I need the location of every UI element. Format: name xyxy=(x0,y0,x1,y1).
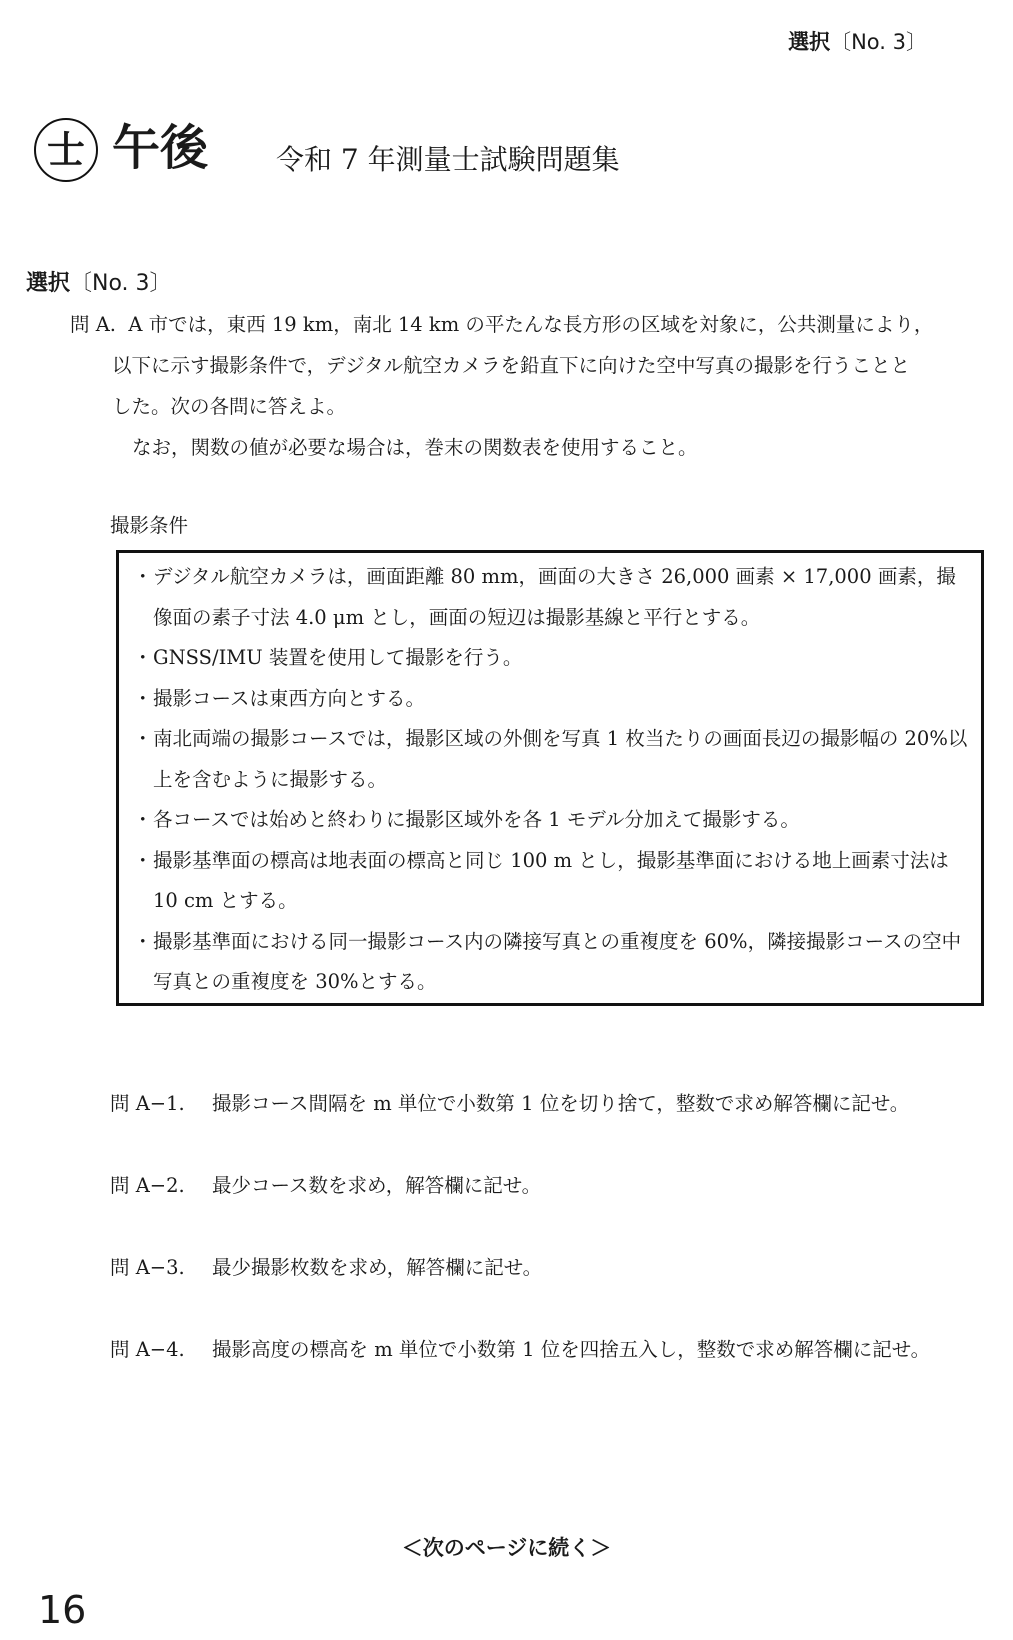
sub-question-text: 撮影高度の標高を m 単位で小数第 1 位を四捨五入し，整数で求め解答欄に記せ。 xyxy=(212,1338,931,1361)
conditions-box xyxy=(116,550,984,1006)
sub-question-text: 最少コース数を求め，解答欄に記せ。 xyxy=(212,1174,542,1197)
condition-item: ・南北両端の撮影コースでは，撮影区域の外側を写真 1 枚当たりの画面長辺の撮影幅の 20%以上を含むように撮影する。 xyxy=(133,727,968,791)
condition-item: ・GNSS/IMU 装置を使用して撮影を行う。 xyxy=(133,646,523,669)
question-note: なお，関数の値が必要な場合は，巻末の関数表を使用すること。 xyxy=(132,436,698,459)
sub-question-a1 xyxy=(110,1088,909,1116)
exam-level-badge: 士 xyxy=(34,118,98,182)
conditions-list xyxy=(133,557,971,1003)
section-tag xyxy=(26,266,172,297)
section-tag-number: 〔No. 3〕 xyxy=(70,271,172,296)
conditions-title: 撮影条件 xyxy=(110,514,189,537)
condition-item: ・撮影基準面における同一撮影コース内の隣接写真との重複度を 60%，隣接撮影コースの空中写真との重複度を 30%とする。 xyxy=(133,929,962,993)
sub-question-text: 最少撮影枚数を求め，解答欄に記せ。 xyxy=(212,1256,543,1279)
question-line-3: した。次の各問に答えよ。 xyxy=(112,395,347,418)
header-tag-number: 〔No. 3〕 xyxy=(830,30,927,54)
condition-item: ・各コースでは始めと終わりに撮影区域外を各 1 モデル分加えて撮影する。 xyxy=(133,808,800,831)
sub-question-number: 問 A−4. xyxy=(110,1338,185,1361)
condition-item: ・撮影コースは東西方向とする。 xyxy=(133,686,426,710)
sub-question-number: 問 A−3. xyxy=(110,1256,185,1279)
question-line-2: 以下に示す撮影条件で，デジタル航空カメラを鉛直下に向けた空中写真の撮影を行うことと xyxy=(112,354,910,377)
sub-question-a3 xyxy=(110,1252,542,1280)
header-tag-bold: 選択 xyxy=(788,30,831,54)
header-section-tag xyxy=(788,26,927,56)
sub-question-number: 問 A−1. xyxy=(110,1092,185,1115)
question-line-1: 問 A. A 市では，東西 19 km，南北 14 km の平たんな長方形の区域を対象に，公共測量により， xyxy=(70,313,934,336)
question-label: 問 A. xyxy=(70,313,116,336)
page-number: 16 xyxy=(38,1588,87,1632)
condition-item: ・デジタル航空カメラは，画面距離 80 mm，画面の大きさ 26,000 画素 × 17,000 画素，撮像面の素子寸法 4.0 μm とし，画面の短辺は撮影基線と平行とする。 xyxy=(133,565,956,629)
condition-item: ・撮影基準面の標高は地表面の標高と同じ 100 m とし，撮影基準面における地上画素寸法は 10 cm とする。 xyxy=(133,848,949,912)
sub-question-number: 問 A−2. xyxy=(110,1174,185,1197)
continue-notice: ＜次のページに続く＞ xyxy=(401,1536,612,1560)
sub-question-text: 撮影コース間隔を m 単位で小数第 1 位を切り捨て，整数で求め解答欄に記せ。 xyxy=(212,1092,910,1115)
book-title: 令和 7 年測量士試験問題集 xyxy=(276,143,620,176)
sub-question-a2 xyxy=(110,1170,541,1198)
section-tag-bold: 選択 xyxy=(26,271,71,296)
question-intro xyxy=(70,304,970,468)
session-label: 午後 xyxy=(112,120,209,176)
sub-question-a4 xyxy=(110,1334,930,1362)
